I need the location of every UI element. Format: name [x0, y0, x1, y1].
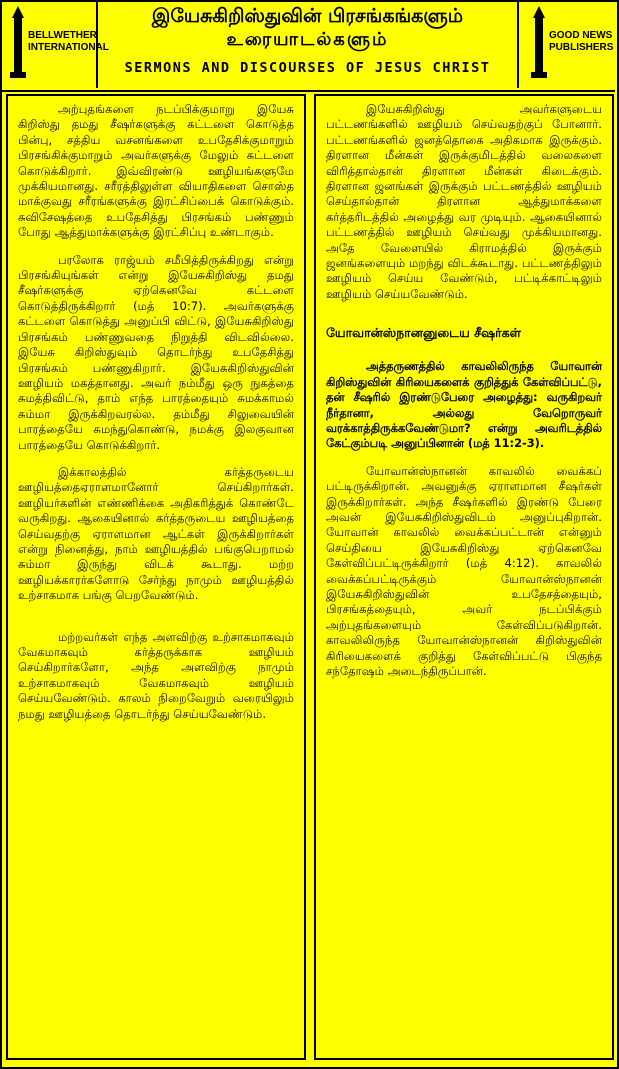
logo-right-line2: PUBLISHERS [549, 42, 614, 53]
left-column [6, 94, 306, 1060]
page-title [98, 4, 517, 78]
title-tamil-line2: உரையாடல்களும் [226, 29, 389, 50]
scripture-quote: அத்தருணத்தில் காவலிலிருந்த யோவான் கிறிஸ்துவின் கிரியைகளைக் குறித்துக் கேள்விப்பட்டு, தன் சீஷரில் இரண்டுபேரை அழைத்து: வருகிறவர் நீர்தானா, அல்லது வேறொருவர் வரக்காத்திருக்கவேண்டுமா? என்று அவரிடத்தில் கேட்கும்படி அனுப்பினான் (மத் 11:2-3). [326, 359, 602, 451]
title-tamil-line1: இயேசுகிறிஸ்துவின் பிரசங்கங்களும் [151, 5, 464, 27]
title-english: SERMONS AND DISCOURSES OF JESUS CHRIST [124, 60, 491, 76]
paragraph: யோவான்ஸ்நானன் காவலில் வைக்கப் பட்டிருக்கிறான். அவனுக்கு ஏராளமான சீஷர்கள் இருக்கிறார்கள். அந்த சீஷர்களில் இரண்டு பேரை அவன் இயேசுகிறிஸ்துவிடம் அனுப்புகிறான். யோவான் காவலில் வைக்கப்பட்டான் என்னும் செய்தியை இயேசுகிறிஸ்து ஏற்கெனவே கேள்விப்பட்டிருக்கிறார் (மத் 4:12). காவலில் வைக்கப்பட்டிருக்கும் யோவான்ஸ்நானன் இயேசுகிறிஸ்துவின் உபதேசத்தையும், பிரசங்கத்தையும், அவர் நடப்பிக்கும் அற்புதங்களையும் கேள்விப்படுகிறான். காவலிலிருந்த யோவான்ஸ்நானன் கிறிஸ்துவின் கிரியைகளைக் குறித்து கேள்விப்பட்டு பிகுந்த சந்தோஷம் அடைந்திருப்பான். [326, 463, 602, 678]
paragraph: பரலோக ராஜ்யம் சமீபித்திருக்கிறது என்று பிரசங்கியுங்கள் என்று இயேசுகிறிஸ்து தமது சீஷர்களுக்கு ஏற்கெனவே கட்டளை கொடுத்திருக்கிறார் (மத் 10:7). அவர்களுக்கு கட்டளை கொடுத்து அனுப்பி விட்டு, இயேசுகிறிஸ்து பிரசங்கம் பண்ணுவதை நிறுத்தி விடவில்லை. இயேசு கிறிஸ்துவும் தொடர்ந்து உபதேசித்து பிரசங்கம் பண்ணுகிறார். இயேசுகிறிஸ்துவின் ஊழியம் மகத்தானது. அவர் நம்மீது ஒரு நுகத்தை சுமத்திவிட்டு, தாம் எந்த பாரத்தையும் சுமக்காமல் சும்மா இருக்கிறவரல்ல. தம்மீது சிலுவையின் பாரத்தையே சுமந்துகொண்டு, நமக்கு இலகுவான பாரத்தையே கொடுக்கிறார். [18, 252, 294, 452]
logo-left-line1: BELLWETHER [28, 30, 97, 41]
paragraph: அற்புதங்களை நடப்பிக்குமாறு இயேசு கிறிஸ்து தமது சீஷர்களுக்கு கட்டளை கொடுத்த பின்பு, சத்திய வசனங்களை உபதேசிக்குமாறும் பிரசங்கிக்குமாறும் அவர்களுக்கு மேலும் கட்டளை கொடுக்கிறார். இவ்விரண்டு ஊழியங்களுமே முக்கியமானது. சரீரத்திலுள்ள வியாதிகளை சொஸ்த மாக்குவது சரீரங்களுக்கு இரட்சிப்பைக் கொடுக்கும். சுவிசேஷத்தை உபதேசித்து பிரசங்கம் பண்ணும் போது ஆத்துமாக்களுக்கு இரட்சிப்பு உண்டாகும். [18, 102, 294, 240]
paragraph: இயேசுகிறிஸ்து அவர்களுடைய பட்டணங்களில் ஊழியம் செய்வதற்குப் போனார். பட்டணங்களில் ஜனத்தொகை அதிகமாக இருக்கும். திரளான மீன்கள் இருக்குமிடத்தில் வலைகளை விரித்தால்தான் திரளான மீன்கள் கிடைக்கும். திரளான ஜனங்கள் இருக்கும் பட்டணத்தில் ஊழியம் செய்தால்தான் திரளான ஆத்துமாக்களை கர்த்தரிடத்தில் அழைத்து வர முடியும். ஆகையினால் பட்டணத்தில் ஊழியம் செய்வது முக்கியமானது. அதே வேளையில் கிராமத்தில் இருக்கும் ஜனங்களையும் மறந்து விடக்கூடாது. பட்டணத்திலும் ஊழியம் செய்ய வேண்டும், பட்டிக்காட்டிலும் ஊழியம் செய்யவேண்டும். [326, 102, 602, 301]
paragraph: மற்றவர்கள் எந்த அளவிற்கு உற்சாகமாகவும் வேகமாகவும் கர்த்தருக்காக ஊழியம் செய்கிறார்களோ, அந்த அளவிற்கு நாமும் உற்சாகமாகவும் வேகமாகவும் ஊழியம் செய்யவேண்டும். காலம் நிறைவேறும் வரையிலும் நமது ஊழியத்தை தொடர்ந்து செய்யவேண்டும். [18, 629, 294, 721]
right-column [314, 94, 614, 1060]
logo-left-line2: INTERNATIONAL [28, 42, 109, 53]
paragraph: இக்காலத்தில் கர்த்தருடைய ஊழியத்தைஏராளமானோர் செய்கிறார்கள். ஊழியர்களின் எண்ணிக்கை அதிகரித்துக் கொண்டே வருகிறது. ஆகையினால் கர்த்தருடைய ஊழியத்தை செய்வதற்கு ஏராளமான ஆட்கள் இருக்கிறார்கள் என்று நினைத்து, நாம் ஊழியத்தில் பங்குபெறாமல் சும்மா இருந்து விடக் கூடாது. மற்ற ஊழியக்காரர்களோடு சேர்ந்து நாமும் ஊழியத்தில் உற்சாகமாக பங்கு பெறவேண்டும். [18, 464, 294, 603]
bellwether-logo [0, 2, 109, 88]
section-heading: யோவான்ஸ்நானனுடைய சீஷர்கள் [326, 325, 521, 341]
header [0, 0, 615, 92]
logo-right-line1: GOOD NEWS [549, 30, 613, 41]
good-news-logo [517, 2, 615, 88]
